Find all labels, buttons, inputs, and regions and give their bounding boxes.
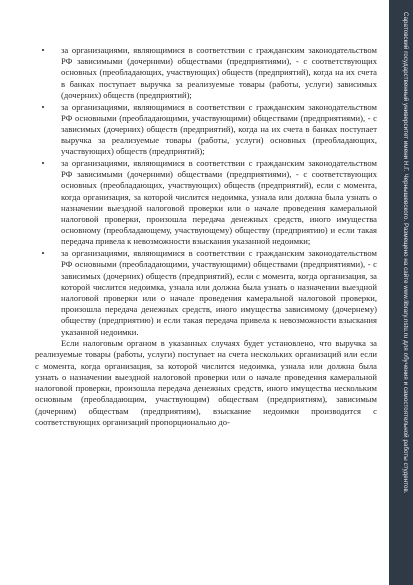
bullet-icon: •	[41, 248, 45, 259]
list-item-text: за организациями, являющимися в соответствии с гражданским законодательством РФ основными (преобладающими, участвующими) обществами (предприятиями), - с зависимых (дочерних) обществ (предприятий), когда на их счета в банках поступает выручка за реализуемые товары (работы, услуги) основных (преобладающих, участвующих) обществ (предприятий);	[61, 101, 377, 157]
list-item	[35, 45, 377, 101]
list-item-text: за организациями, являющимися в соответствии с гражданским законодательством РФ основными (преобладающими, участвующими) обществами (предприятиями), - с зависимых (дочерних) обществ (предприятий), если с момента, когда организация, за которой числится недоимка, узнала или должна была узнать о назначении выездной налоговой проверки или о начале проведения камеральной налоговой проверки, произошла передача денежных средств, иного имущества зависимому (дочернему) обществу (предприятию) и если такая передача привела к невозможности взыскания указанной недоимки.	[61, 248, 377, 337]
body-paragraph: Если налоговым органом в указанных случаях будет установлено, что выручка за реализуемые товары (работы, услуги) поступает на счета нескольких организаций или если с момента, когда организация, за которой числится недоимка, узнала или должна была узнать о назначении выездной налоговой проверки или о начале проведения камеральной налоговой проверки, произошла передача денежных средств, иного имущества нескольким основным (преобладающим, участвующим) обществам (предприятиям), зависимым (дочерним) обществам (предприятиям), взыскание недоимки производится с соответствующих организаций пропорционально до-	[35, 338, 377, 427]
list-item-text: за организациями, являющимися в соответствии с гражданским законодательством РФ зависимыми (дочерними) обществами (предприятиями), - с соответствующих основных (преобладающих, участвующих) обществ (предприятий), когда на их счета в банках поступает выручка за реализуемые товары (работы, услуги) зависимых (дочерних) обществ (предприятий);	[61, 45, 377, 100]
bullet-icon: •	[41, 45, 45, 55]
list-item-text: за организациями, являющимися в соответствии с гражданским законодательством РФ зависимыми (дочерними) обществами (предприятиями), - с соответствующих основных (преобладающих, участвующих) обществ (предприятий), если с момента, когда организация, за которой числится недоимка, узнала или должна была узнать о назначении выездной налоговой проверки или о начале проведения камеральной налоговой проверки, произошла передача денежных средств, иного имущества основному (преобладающему, участвующему) обществу (предприятию) и если такая передача привела к невозможности взыскания указанной недоимки;	[61, 158, 377, 247]
document-body	[35, 45, 377, 428]
publisher-sidebar	[389, 0, 413, 585]
bullet-icon: •	[41, 158, 45, 169]
list-item	[35, 158, 377, 248]
bullet-icon: •	[41, 101, 45, 112]
list-item	[35, 248, 377, 338]
sidebar-caption: Саратовский государственный университет имени Н.Г. Чернышевского. Размещено на сайте www.library.nstu.ru для обучения и самостоятельной работы студентов.	[402, 12, 409, 494]
list-item	[35, 102, 377, 158]
